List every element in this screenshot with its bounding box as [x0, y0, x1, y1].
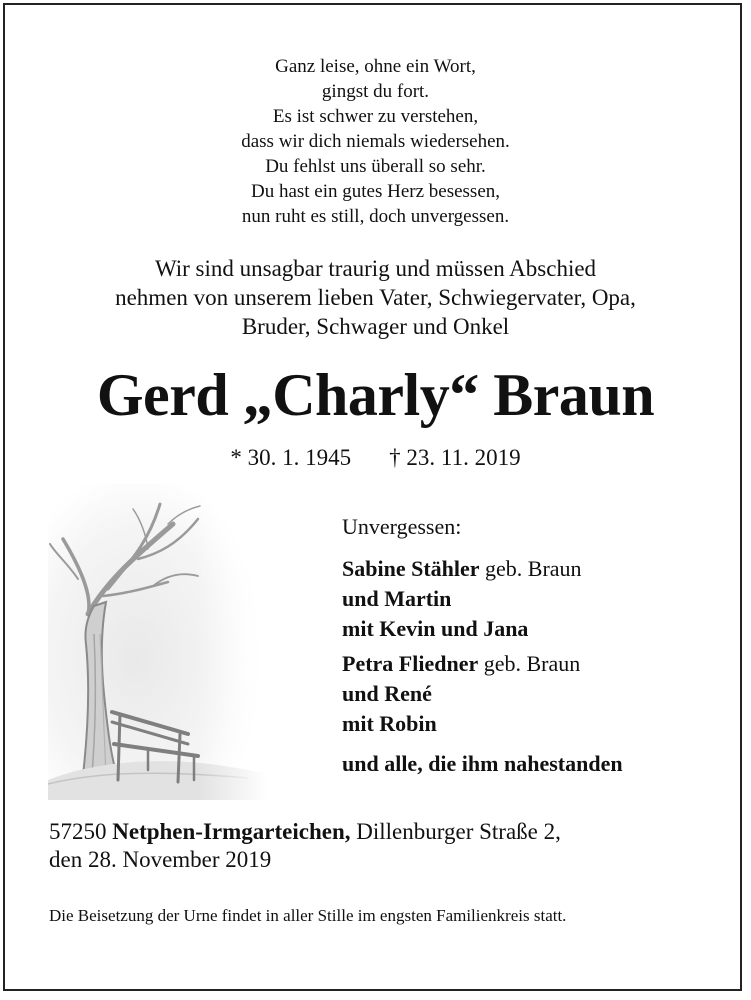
mourner-name: Petra Fliedner: [342, 651, 479, 676]
address-line: [49, 818, 729, 846]
poem: [0, 54, 751, 229]
mourner-children: mit Robin: [342, 711, 437, 736]
birth-date: * 30. 1. 1945: [230, 445, 352, 470]
notice-date: den 28. November 2019: [49, 847, 272, 872]
burial-note: Die Beisetzung der Urne findet in aller Stille im engsten Familienkreis statt.: [49, 906, 567, 925]
mourners-list: [342, 512, 737, 779]
postal-code: 57250: [49, 819, 113, 844]
poem-line: Du hast ein gutes Herz besessen,: [250, 181, 501, 202]
town: Netphen-Irmgarteichen,: [112, 819, 351, 844]
mourner-line: [342, 649, 737, 679]
intro-line: Wir sind unsagbar traurig und müssen Abschied: [154, 256, 597, 281]
tree-and-bench-icon: [48, 484, 268, 800]
street: Dillenburger Straße 2,: [350, 819, 561, 844]
mourner-family: [342, 649, 737, 739]
mourner-children: mit Kevin und Jana: [342, 616, 529, 641]
intro-text: [0, 254, 751, 341]
mourner-line: [342, 679, 737, 709]
mourners-label: Unvergessen:: [342, 514, 462, 539]
poem-line: Ganz leise, ohne ein Wort,: [275, 56, 476, 77]
poem-line: gingst du fort.: [321, 81, 430, 102]
mourners-closing: und alle, die ihm nahestanden: [342, 751, 623, 776]
life-dates: [0, 444, 751, 472]
poem-line: nun ruht es still, doch unvergessen.: [241, 206, 510, 227]
mourner-line: [342, 554, 737, 584]
mourner-family: [342, 554, 737, 644]
death-date: † 23. 11. 2019: [389, 445, 521, 470]
maiden-name: geb. Braun: [479, 556, 582, 581]
mourner-name: Sabine Stähler: [342, 556, 480, 581]
intro-line: nehmen von unserem lieben Vater, Schwiegervater, Opa,: [115, 285, 636, 310]
mourner-line: [342, 614, 737, 644]
mourner-line: [342, 584, 737, 614]
maiden-name: geb. Braun: [478, 651, 581, 676]
poem-line: dass wir dich niemals wiedersehen.: [241, 131, 510, 152]
address-block: [49, 818, 729, 874]
poem-line: Du fehlst uns überall so sehr.: [265, 156, 486, 177]
mourner-partner: und Martin: [342, 586, 452, 611]
intro-line: Bruder, Schwager und Onkel: [241, 314, 510, 339]
poem-line: Es ist schwer zu verstehen,: [272, 106, 479, 127]
mourner-line: [342, 709, 737, 739]
deceased-name: Gerd „Charly“ Braun: [96, 362, 655, 428]
mourner-partner: und René: [342, 681, 432, 706]
